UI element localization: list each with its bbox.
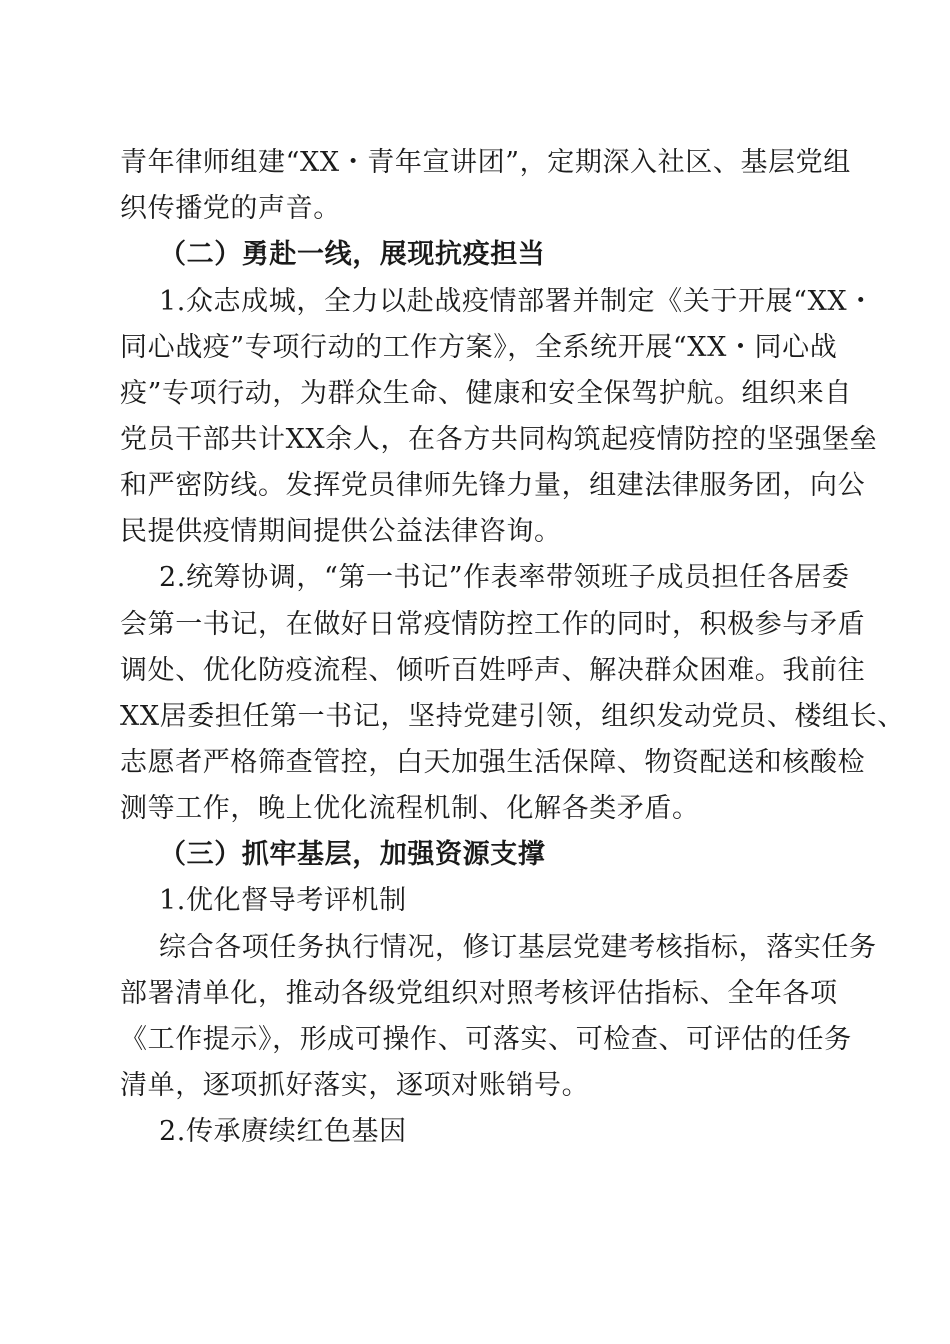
paragraph-line: 和严密防线。发挥党员律师先锋力量，组建法律服务团，向公	[120, 470, 866, 501]
paragraph-line: 同心战疫”专项行动的工作方案》，全系统开展“XX・同心战	[120, 332, 838, 363]
paragraph-line: 1.众志成城，全力以赴战疫情部署并制定《关于开展“XX・	[159, 286, 875, 317]
paragraph-line: 清单，逐项抓好落实，逐项对账销号。	[120, 1070, 590, 1101]
section-heading: （三）抓牢基层，加强资源支撑	[159, 839, 546, 870]
paragraph-line: 2.统筹协调，“第一书记”作表率带领班子成员担任各居委	[159, 562, 850, 593]
paragraph-line: 会第一书记，在做好日常疫情防控工作的同时，积极参与矛盾	[120, 609, 866, 640]
paragraph-line: 测等工作，晚上优化流程机制、化解各类矛盾。	[120, 793, 700, 824]
paragraph-line: 《工作提示》，形成可操作、可落实、可检查、可评估的任务	[120, 1024, 852, 1055]
paragraph-line: 织传播党的声音。	[120, 193, 341, 224]
paragraph-line: XX居委担任第一书记，坚持党建引领，组织发动党员、楼组长、	[120, 701, 905, 732]
paragraph-line: 青年律师组建“XX・青年宣讲团”，定期深入社区、基层党组	[120, 147, 851, 178]
subheading-line: 1.优化督导考评机制	[159, 885, 407, 916]
paragraph-line: 疫”专项行动，为群众生命、健康和安全保驾护航。组织来自	[120, 378, 853, 409]
section-heading: （二）勇赴一线，展现抗疫担当	[159, 239, 546, 270]
paragraph-line: 党员干部共计XX余人，在各方共同构筑起疫情防控的坚强堡垒	[120, 424, 878, 455]
paragraph-line: 调处、优化防疫流程、倾听百姓呼声、解决群众困难。我前往	[120, 655, 866, 686]
paragraph-line: 民提供疫情期间提供公益法律咨询。	[120, 516, 562, 547]
paragraph-line: 志愿者严格筛查管控，白天加强生活保障、物资配送和核酸检	[120, 747, 866, 778]
subheading-line: 2.传承赓续红色基因	[159, 1116, 407, 1147]
paragraph-line: 部署清单化，推动各级党组织对照考核评估指标、全年各项	[120, 978, 838, 1009]
paragraph-line: 综合各项任务执行情况，修订基层党建考核指标，落实任务	[159, 932, 877, 963]
